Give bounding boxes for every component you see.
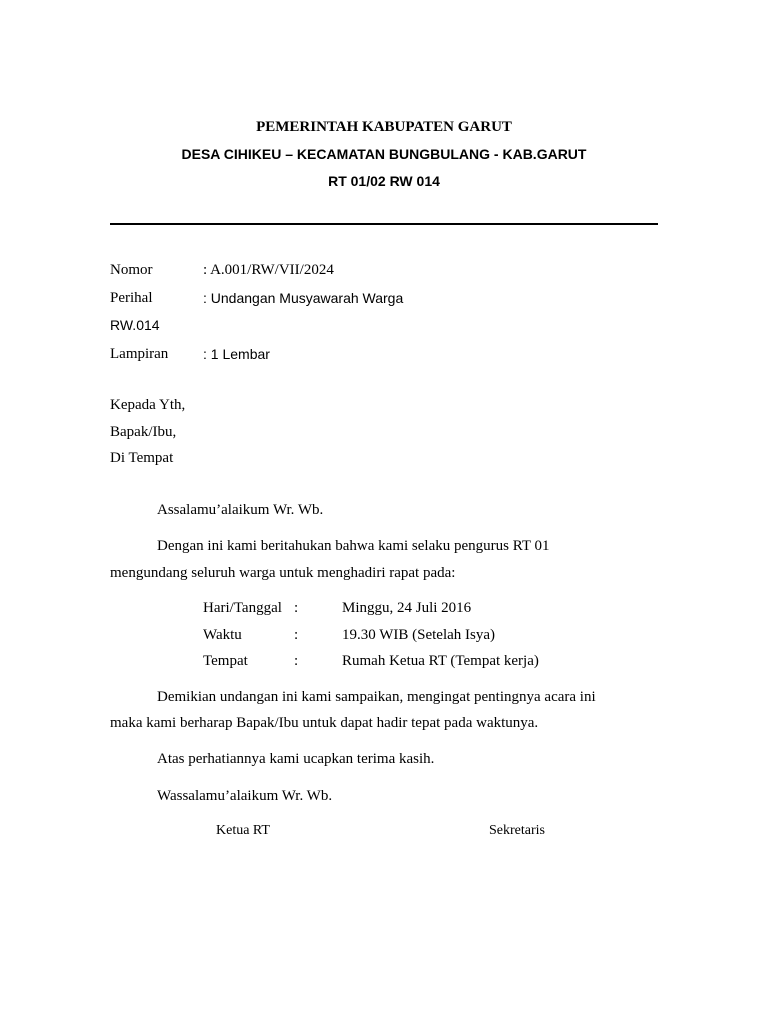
perihal-continuation: RW.014 — [110, 317, 160, 333]
letterhead-rt-rw: RT 01/02 RW 014 — [328, 173, 440, 189]
detail-value-place: Rumah Ketua RT (Tempat kerja) — [342, 653, 539, 669]
thanks-line: Atas perhatiannya kami ucapkan terima kasih. — [157, 751, 435, 767]
greeting: Assalamu’alaikum Wr. Wb. — [157, 502, 324, 518]
detail-label-place: Tempat — [203, 653, 248, 669]
lampiran-value: : 1 Lembar — [203, 346, 270, 362]
lampiran-label: Lampiran — [110, 346, 169, 362]
nomor-label: Nomor — [110, 262, 153, 278]
detail-sep-place: : — [294, 653, 299, 669]
detail-value-date: Minggu, 24 Juli 2016 — [342, 600, 472, 616]
letterhead-title: PEMERINTAH KABUPATEN GARUT — [256, 119, 512, 135]
recipient-line-1: Kepada Yth, — [110, 397, 186, 413]
closing-line: Wassalamu’alaikum Wr. Wb. — [157, 788, 333, 804]
detail-value-time: 19.30 WIB (Setelah Isya) — [342, 627, 496, 643]
detail-label-time: Waktu — [203, 627, 242, 643]
recipient-line-2: Bapak/Ibu, — [110, 424, 177, 440]
signature-label-ketua: Ketua RT — [216, 823, 270, 838]
nomor-value: : A.001/RW/VII/2024 — [203, 262, 334, 278]
detail-sep-date: : — [294, 600, 299, 616]
letterhead-address: DESA CIHIKEU – KECAMATAN BUNGBULANG - KAB.GARUT — [181, 146, 587, 162]
paragraph-2-line-1: Demikian undangan ini kami sampaikan, mengingat pentingnya acara ini — [157, 689, 596, 705]
recipient-line-3: Di Tempat — [110, 450, 174, 466]
perihal-label: Perihal — [110, 290, 153, 306]
paragraph-1-line-1: Dengan ini kami beritahukan bahwa kami selaku pengurus RT 01 — [157, 538, 550, 554]
detail-sep-time: : — [294, 627, 299, 643]
signature-label-sekretaris: Sekretaris — [489, 823, 545, 838]
paragraph-1-line-2: mengundang seluruh warga untuk menghadiri rapat pada: — [110, 565, 456, 581]
detail-label-date: Hari/Tanggal — [203, 600, 282, 616]
letterhead-divider — [110, 223, 658, 225]
paragraph-2-line-2: maka kami berharap Bapak/Ibu untuk dapat hadir tepat pada waktunya. — [110, 715, 539, 731]
perihal-value: : Undangan Musyawarah Warga — [203, 290, 404, 306]
